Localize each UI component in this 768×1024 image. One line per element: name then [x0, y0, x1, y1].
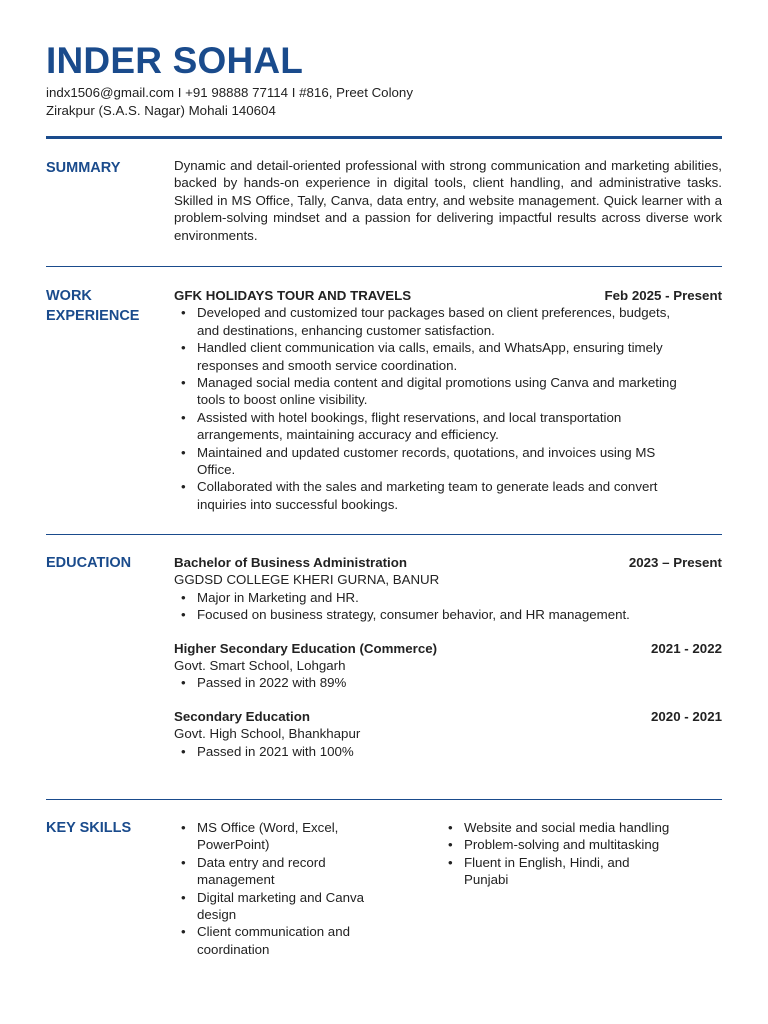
- section-divider: [46, 799, 722, 800]
- contact-line-1: indx1506@gmail.com I +91 98888 77114 I #816, Preet Colony: [46, 85, 413, 100]
- list-item: • Problem-solving and multitasking: [441, 836, 711, 853]
- degree-name: Bachelor of Business Administration: [174, 555, 407, 570]
- list-item: • Developed and customized tour packages based on client preferences, budgets, and destinations, enhancing customer satisfaction.: [174, 304, 722, 339]
- education-heading: EDUCATION: [46, 555, 132, 571]
- contact-info: [46, 84, 413, 120]
- section-divider: [46, 266, 722, 267]
- school-name: Govt. High School, Bhankhapur: [174, 726, 361, 742]
- education-dates: 2023 – Present: [628, 555, 722, 570]
- education-entry-header: [174, 554, 722, 571]
- list-item: • Collaborated with the sales and marketing team to generate leads and convert inquiries into successful bookings.: [174, 478, 722, 513]
- header-divider: [46, 136, 722, 139]
- skills-right-column: [441, 819, 711, 889]
- list-item: • Website and social media handling: [441, 819, 711, 836]
- skills-list-right: [441, 819, 711, 889]
- education-bullets: [174, 589, 722, 624]
- education-entry-header: [174, 640, 722, 657]
- summary-text: Dynamic and detail-oriented professional with strong communication and marketing abilities, backed by hands-on experience in digital tools, client handling, and administrative tasks. Skilled in MS Office, Tally, Canva, data entry, and website management. Quick learner with a problem-solving mindset and a passion for delivering impactful results across diverse work environments.: [174, 158, 722, 243]
- summary-section: [174, 157, 722, 244]
- degree-name: Secondary Education: [174, 708, 310, 724]
- list-item: • Data entry and record management: [174, 854, 384, 889]
- work-dates: Feb 2025 - Present: [604, 288, 722, 303]
- list-item: • MS Office (Word, Excel, PowerPoint): [174, 819, 384, 854]
- school-name: GGDSD COLLEGE KHERI GURNA, BANUR: [174, 572, 440, 588]
- list-item: • Digital marketing and Canva design: [174, 889, 384, 924]
- work-heading-line1: WORK: [46, 288, 92, 304]
- education-bullets: [174, 674, 722, 691]
- education-bullets: [174, 743, 722, 760]
- skills-list-left: [174, 819, 384, 958]
- list-item: • Passed in 2022 with 89%: [174, 674, 722, 691]
- education-entry-header: [174, 708, 722, 725]
- work-entry-header: [174, 287, 722, 304]
- list-item: • Passed in 2021 with 100%: [174, 743, 722, 760]
- education-dates: 2021 - 2022: [651, 640, 722, 656]
- education-entry: [174, 708, 722, 760]
- candidate-name: INDER SOHAL: [46, 40, 304, 81]
- list-item: • Major in Marketing and HR.: [174, 589, 722, 606]
- company-name: GFK HOLIDAYS TOUR AND TRAVELS: [174, 288, 412, 303]
- work-heading-line2: EXPERIENCE: [46, 308, 140, 324]
- skills-heading: KEY SKILLS: [46, 820, 132, 836]
- summary-heading: SUMMARY: [46, 160, 121, 176]
- list-item: • Focused on business strategy, consumer behavior, and HR management.: [174, 606, 722, 623]
- degree-name: Higher Secondary Education (Commerce): [174, 640, 438, 656]
- skills-left-column: [174, 819, 384, 958]
- list-item: • Managed social media content and digital promotions using Canva and marketing tools to boost online visibility.: [174, 374, 722, 409]
- education-dates: 2020 - 2021: [651, 708, 722, 724]
- list-item: • Fluent in English, Hindi, and Punjabi: [441, 854, 711, 889]
- work-section: [174, 287, 722, 513]
- contact-line-2: Zirakpur (S.A.S. Nagar) Mohali 140604: [46, 103, 276, 118]
- school-name: Govt. Smart School, Lohgarh: [174, 658, 346, 674]
- education-entry: [174, 640, 722, 692]
- list-item: • Maintained and updated customer records, quotations, and invoices using MS Office.: [174, 444, 722, 479]
- education-entry: [174, 554, 722, 624]
- education-section: [174, 554, 722, 776]
- section-divider: [46, 534, 722, 535]
- list-item: • Client communication and coordination: [174, 923, 384, 958]
- list-item: • Assisted with hotel bookings, flight reservations, and local transportation arrangements, maintaining accuracy and efficiency.: [174, 409, 722, 444]
- work-bullets: [174, 304, 722, 513]
- work-heading: [46, 286, 166, 326]
- list-item: • Handled client communication via calls, emails, and WhatsApp, ensuring timely responses and smooth service coordination.: [174, 339, 722, 374]
